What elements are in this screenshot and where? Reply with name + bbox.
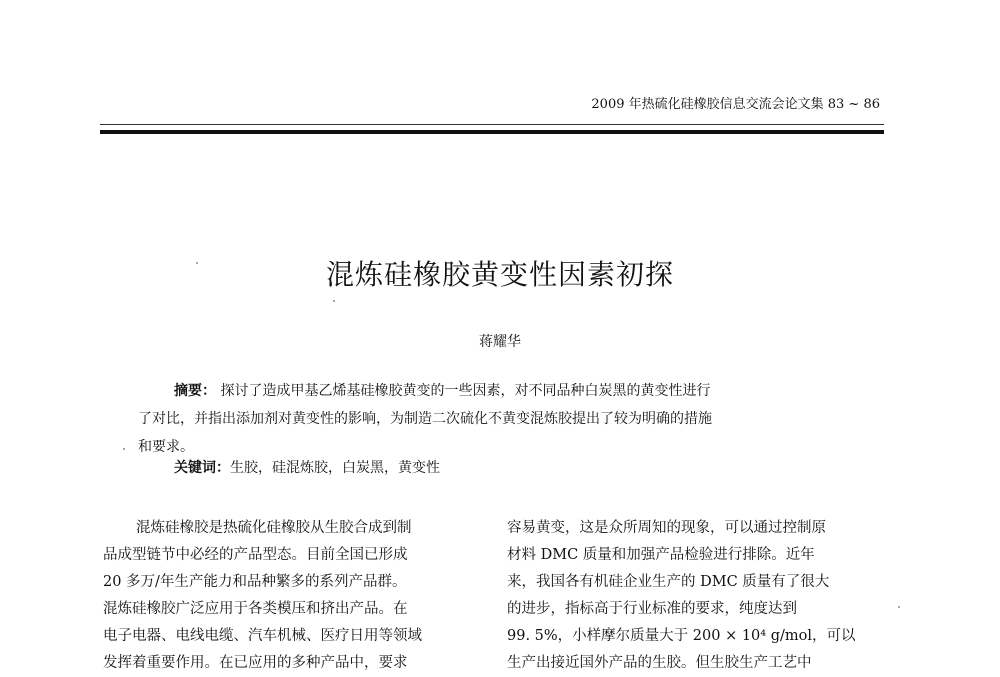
keywords-text: 生胶，硅混炼胶，白炭黑，黄变性	[230, 460, 440, 476]
body-line: 的进步，指标高于行业标准的要求，纯度达到	[507, 601, 797, 617]
abstract	[138, 377, 858, 461]
scan-speck	[123, 448, 125, 450]
body-line: 混炼硅橡胶广泛应用于各类模压和挤出产品。在	[103, 601, 408, 617]
abstract-text: 探讨了造成甲基乙烯基硅橡胶黄变的一些因素，对不同品种白炭黑的黄变性进行	[220, 383, 711, 399]
body-line: 容易黄变，这是众所周知的现象，可以通过控制原	[507, 520, 826, 536]
scan-speck	[898, 606, 900, 608]
running-header: 2009 年热硫化硅橡胶信息交流会论文集 83 ~ 86	[591, 97, 880, 112]
body-line: 电子电器、电线电缆、汽车机械、医疗日用等领域	[103, 628, 422, 644]
body-line: 混炼硅橡胶是热硫化硅橡胶从生胶合成到制	[136, 520, 412, 536]
body-line: 99. 5%，小样摩尔质量大于 200 × 10⁴ g/mol，可以	[507, 628, 856, 644]
abstract-line: 了对比，并指出添加剂对黄变性的影响，为制造二次硫化不黄变混炼胶提出了较为明确的措施	[138, 411, 712, 427]
abstract-line: 和要求。	[138, 439, 194, 455]
body-left-column	[103, 515, 493, 677]
abstract-label: 摘要：	[174, 383, 216, 399]
keywords-label: 关键词：	[174, 460, 230, 476]
header-rule-thin	[100, 124, 884, 125]
author-name: 蒋耀华	[479, 334, 521, 350]
header-rule-thick	[100, 130, 884, 134]
scan-speck	[196, 262, 198, 264]
article-title: 混炼硅橡胶黄变性因素初探	[325, 258, 674, 291]
body-line: 20 多万/年生产能力和品种繁多的系列产品群。	[103, 574, 407, 590]
body-right-column	[507, 515, 897, 677]
body-line: 来，我国各有机硅企业生产的 DMC 质量有了很大	[507, 574, 830, 590]
body-line: 生产出接近国外产品的生胶。但生胶生产工艺中	[507, 655, 812, 671]
scan-speck	[333, 300, 335, 302]
body-line: 品成型链节中必经的产品型态。目前全国已形成	[103, 547, 408, 563]
abstract-line	[138, 377, 858, 405]
body-line: 材料 DMC 质量和加强产品检验进行排除。近年	[507, 547, 815, 563]
body-line: 发挥着重要作用。在已应用的多种产品中，要求	[103, 655, 408, 671]
keywords	[174, 457, 440, 477]
